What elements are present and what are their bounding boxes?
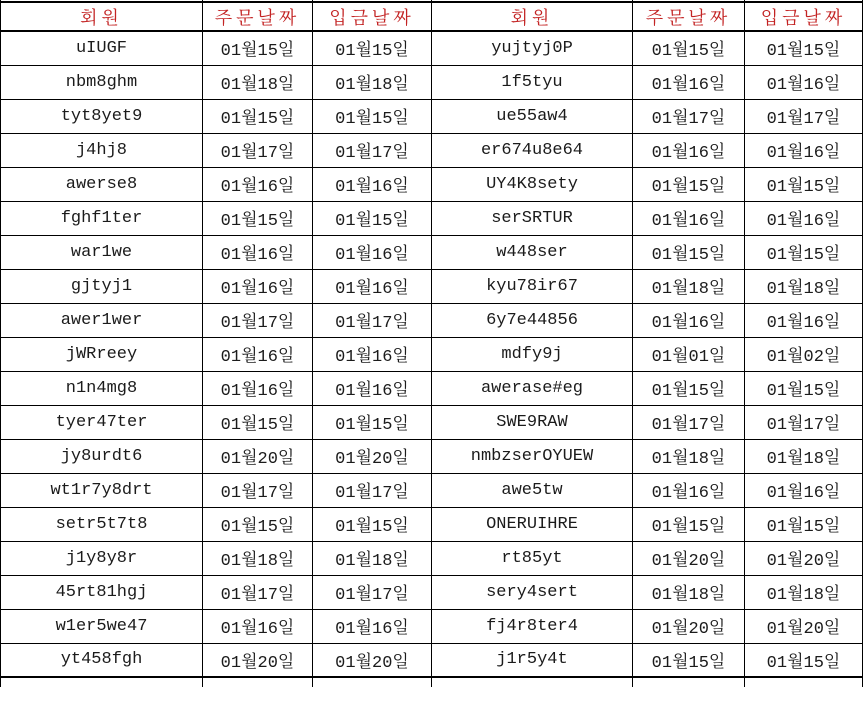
member-cell-left: n1n4mg8: [1, 371, 203, 405]
member-cell-left: war1we: [1, 235, 203, 269]
deposit-date-cell-left: 01월16일: [313, 167, 432, 201]
member-cell-right: serSRTUR: [432, 201, 633, 235]
order-date-cell-right: 01월15일: [633, 235, 745, 269]
order-date-cell-left: 01월16일: [203, 609, 313, 643]
order-date-cell-right: 01월20일: [633, 541, 745, 575]
order-date-cell-left: 01월16일: [203, 167, 313, 201]
table-row: [1, 371, 863, 405]
deposit-date-cell-right: 01월18일: [745, 269, 863, 303]
order-date-cell-left: 01월15일: [203, 99, 313, 133]
order-date-cell-left: 01월15일: [203, 201, 313, 235]
order-date-cell-left: 01월18일: [203, 65, 313, 99]
table-row: [1, 507, 863, 541]
header-member-right: 회원: [432, 2, 633, 31]
member-cell-right: awerase#eg: [432, 371, 633, 405]
member-cell-right: fj4r8ter4: [432, 609, 633, 643]
member-cell-left: jWRreey: [1, 337, 203, 371]
table-row: [1, 133, 863, 167]
member-cell-left: uIUGF: [1, 31, 203, 65]
member-cell-left: wt1r7y8drt: [1, 473, 203, 507]
order-date-cell-right: 01월15일: [633, 507, 745, 541]
deposit-date-cell-left: 01월15일: [313, 507, 432, 541]
partial-cell: [203, 677, 313, 687]
table-row: [1, 269, 863, 303]
bottom-partial-row: [1, 677, 863, 687]
header-member-left: 회원: [1, 2, 203, 31]
member-cell-right: awe5tw: [432, 473, 633, 507]
deposit-date-cell-right: 01월16일: [745, 133, 863, 167]
partial-cell: [313, 677, 432, 687]
order-date-cell-right: 01월16일: [633, 473, 745, 507]
member-cell-right: 1f5tyu: [432, 65, 633, 99]
table-row: [1, 65, 863, 99]
deposit-date-cell-left: 01월17일: [313, 575, 432, 609]
order-date-cell-right: 01월18일: [633, 439, 745, 473]
table-row: [1, 303, 863, 337]
deposit-date-cell-left: 01월17일: [313, 303, 432, 337]
deposit-date-cell-right: 01월17일: [745, 405, 863, 439]
order-date-cell-right: 01월18일: [633, 269, 745, 303]
member-cell-right: ue55aw4: [432, 99, 633, 133]
order-date-cell-left: 01월20일: [203, 439, 313, 473]
order-date-cell-right: 01월15일: [633, 371, 745, 405]
deposit-date-cell-left: 01월15일: [313, 405, 432, 439]
table-row: [1, 337, 863, 371]
table-row: [1, 405, 863, 439]
deposit-date-cell-left: 01월20일: [313, 439, 432, 473]
member-cell-left: gjtyj1: [1, 269, 203, 303]
deposit-date-cell-right: 01월18일: [745, 439, 863, 473]
order-date-cell-left: 01월15일: [203, 405, 313, 439]
table-row: [1, 439, 863, 473]
partial-cell: [633, 677, 745, 687]
order-date-cell-right: 01월15일: [633, 643, 745, 677]
member-cell-right: UY4K8sety: [432, 167, 633, 201]
deposit-date-cell-left: 01월20일: [313, 643, 432, 677]
member-cell-right: er674u8e64: [432, 133, 633, 167]
deposit-date-cell-right: 01월16일: [745, 473, 863, 507]
table-row: [1, 31, 863, 65]
deposit-date-cell-left: 01월15일: [313, 31, 432, 65]
deposit-date-cell-left: 01월17일: [313, 473, 432, 507]
deposit-date-cell-right: 01월20일: [745, 609, 863, 643]
member-cell-right: j1r5y4t: [432, 643, 633, 677]
deposit-date-cell-left: 01월17일: [313, 133, 432, 167]
order-date-cell-right: 01월17일: [633, 99, 745, 133]
order-date-cell-left: 01월17일: [203, 575, 313, 609]
table-row: [1, 541, 863, 575]
order-date-cell-right: 01월15일: [633, 167, 745, 201]
member-cell-left: j1y8y8r: [1, 541, 203, 575]
order-date-cell-right: 01월16일: [633, 303, 745, 337]
order-date-cell-right: 01월18일: [633, 575, 745, 609]
member-cell-right: nmbzserOYUEW: [432, 439, 633, 473]
deposit-date-cell-left: 01월16일: [313, 269, 432, 303]
member-cell-left: fghf1ter: [1, 201, 203, 235]
partial-cell: [432, 677, 633, 687]
header-order-date-right: 주문날짜: [633, 2, 745, 31]
order-date-cell-left: 01월15일: [203, 507, 313, 541]
order-date-cell-left: 01월16일: [203, 235, 313, 269]
deposit-date-cell-left: 01월15일: [313, 99, 432, 133]
header-deposit-date-right: 입금날짜: [745, 2, 863, 31]
order-date-cell-right: 01월17일: [633, 405, 745, 439]
order-date-cell-right: 01월16일: [633, 133, 745, 167]
member-cell-left: yt458fgh: [1, 643, 203, 677]
deposit-date-cell-right: 01월20일: [745, 541, 863, 575]
member-cell-right: kyu78ir67: [432, 269, 633, 303]
deposit-date-cell-right: 01월15일: [745, 643, 863, 677]
member-cell-left: nbm8ghm: [1, 65, 203, 99]
order-date-cell-left: 01월20일: [203, 643, 313, 677]
partial-cell: [745, 677, 863, 687]
header-deposit-date-left: 입금날짜: [313, 2, 432, 31]
order-date-cell-right: 01월16일: [633, 201, 745, 235]
member-cell-right: 6y7e44856: [432, 303, 633, 337]
order-date-cell-left: 01월16일: [203, 269, 313, 303]
deposit-date-cell-left: 01월18일: [313, 65, 432, 99]
table-row: [1, 201, 863, 235]
table-row: [1, 99, 863, 133]
member-cell-left: w1er5we47: [1, 609, 203, 643]
header-order-date-left: 주문날짜: [203, 2, 313, 31]
order-date-cell-left: 01월17일: [203, 303, 313, 337]
table-row: [1, 167, 863, 201]
deposit-date-cell-right: 01월15일: [745, 31, 863, 65]
member-cell-left: awerse8: [1, 167, 203, 201]
header-row: [1, 2, 863, 31]
deposit-date-cell-right: 01월16일: [745, 201, 863, 235]
deposit-date-cell-right: 01월18일: [745, 575, 863, 609]
table-row: [1, 575, 863, 609]
member-cell-left: setr5t7t8: [1, 507, 203, 541]
member-cell-right: sery4sert: [432, 575, 633, 609]
table-body: [1, 0, 863, 687]
table-row: [1, 643, 863, 677]
member-cell-left: awer1wer: [1, 303, 203, 337]
order-date-cell-left: 01월18일: [203, 541, 313, 575]
deposit-date-cell-right: 01월16일: [745, 65, 863, 99]
deposit-date-cell-left: 01월15일: [313, 201, 432, 235]
order-date-cell-right: 01월15일: [633, 31, 745, 65]
deposit-date-cell-left: 01월16일: [313, 337, 432, 371]
deposit-date-cell-right: 01월15일: [745, 507, 863, 541]
deposit-date-cell-right: 01월17일: [745, 99, 863, 133]
deposit-date-cell-right: 01월15일: [745, 371, 863, 405]
member-cell-right: mdfy9j: [432, 337, 633, 371]
member-cell-right: w448ser: [432, 235, 633, 269]
order-date-cell-right: 01월20일: [633, 609, 745, 643]
member-cell-left: tyt8yet9: [1, 99, 203, 133]
order-date-cell-left: 01월15일: [203, 31, 313, 65]
table-row: [1, 609, 863, 643]
member-cell-right: SWE9RAW: [432, 405, 633, 439]
member-cell-left: jy8urdt6: [1, 439, 203, 473]
deposit-date-cell-right: 01월15일: [745, 167, 863, 201]
order-date-cell-left: 01월16일: [203, 371, 313, 405]
order-date-cell-left: 01월17일: [203, 133, 313, 167]
member-cell-right: rt85yt: [432, 541, 633, 575]
member-cell-right: ONERUIHRE: [432, 507, 633, 541]
deposit-date-cell-left: 01월16일: [313, 371, 432, 405]
member-cell-left: 45rt81hgj: [1, 575, 203, 609]
member-cell-left: j4hj8: [1, 133, 203, 167]
order-date-cell-left: 01월17일: [203, 473, 313, 507]
member-cell-left: tyer47ter: [1, 405, 203, 439]
deposit-date-cell-left: 01월16일: [313, 609, 432, 643]
order-date-cell-right: 01월16일: [633, 65, 745, 99]
order-date-cell-left: 01월16일: [203, 337, 313, 371]
table-row: [1, 473, 863, 507]
table-row: [1, 235, 863, 269]
member-cell-right: yujtyj0P: [432, 31, 633, 65]
partial-cell: [1, 677, 203, 687]
order-date-cell-right: 01월01일: [633, 337, 745, 371]
deposit-date-cell-right: 01월16일: [745, 303, 863, 337]
deposit-date-cell-right: 01월15일: [745, 235, 863, 269]
deposit-date-cell-left: 01월18일: [313, 541, 432, 575]
deposit-date-cell-left: 01월16일: [313, 235, 432, 269]
deposit-date-cell-right: 01월02일: [745, 337, 863, 371]
